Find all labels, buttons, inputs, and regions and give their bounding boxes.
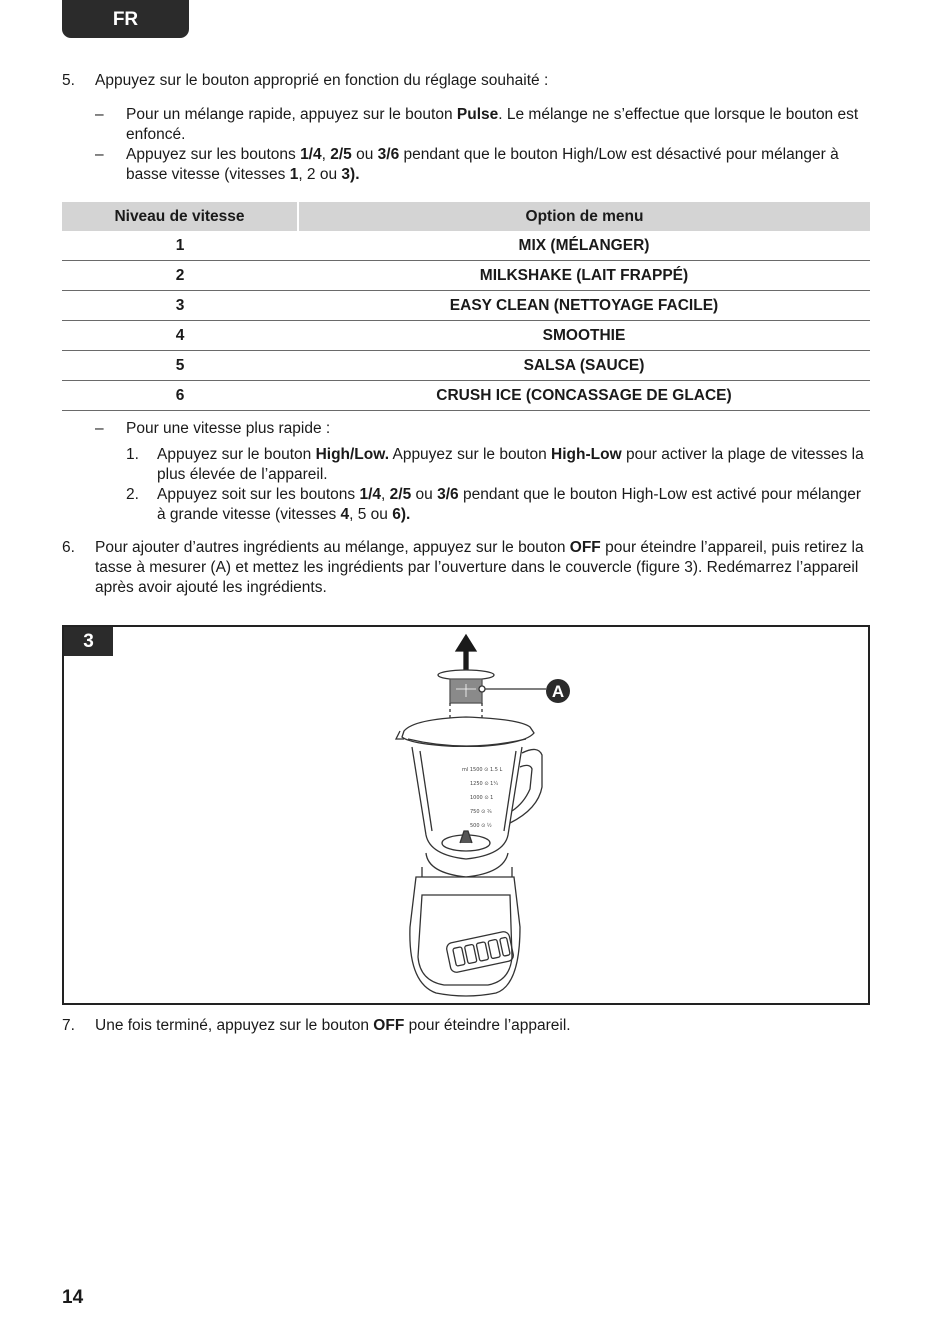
- jar-mark: 1250 ⊙ 1¼: [470, 781, 499, 787]
- speed-level: 1: [62, 231, 298, 261]
- figure-3: [62, 625, 870, 1005]
- blender-illustration: [64, 627, 868, 1003]
- speed-level: 5: [62, 351, 298, 381]
- speed-level: 3: [62, 291, 298, 321]
- bullet-dash: –: [95, 146, 104, 163]
- jar-mark: 500 ⊙ ½: [470, 823, 492, 829]
- bullet-text: Appuyez sur les boutons 1/4, 2/5 ou 3/6 pendant que le bouton High/Low est désactivé pour mélanger à basse vitesse (vitesses 1, 2 ou 3).: [126, 146, 839, 183]
- table-row: [62, 381, 870, 411]
- bullet-high-speed: [95, 419, 871, 439]
- table-header-row: [62, 202, 870, 231]
- substep-number: 2.: [126, 486, 139, 503]
- table-row: [62, 351, 870, 381]
- jar-mark: ml 1500 ⊙ 1.5 L: [462, 767, 503, 773]
- bullet-dash: –: [95, 420, 104, 437]
- figure-number: 3: [64, 627, 113, 656]
- table-header-level: Niveau de vitesse: [62, 202, 298, 231]
- step-number: 6.: [62, 539, 75, 556]
- substep-text: Appuyez sur le bouton High/Low. Appuyez sur le bouton High-Low pour activer la plage de vitesses la plus élevée de l’appareil.: [157, 446, 864, 483]
- table-row: [62, 321, 870, 351]
- step-text: Appuyez sur le bouton approprié en fonction du réglage souhaité :: [95, 72, 549, 89]
- jar-mark: 750 ⊙ ¾: [470, 809, 492, 815]
- menu-option: EASY CLEAN (NETTOYAGE FACILE): [298, 291, 870, 321]
- speed-level: 2: [62, 261, 298, 291]
- bullet-text: Pour une vitesse plus rapide :: [126, 420, 331, 437]
- speed-level: 4: [62, 321, 298, 351]
- step-5: [62, 71, 871, 91]
- menu-option: MIX (MÉLANGER): [298, 231, 870, 261]
- page-number: 14: [62, 1287, 84, 1308]
- menu-option: SALSA (SAUCE): [298, 351, 870, 381]
- callout-label: A: [551, 682, 565, 701]
- speed-level: 6: [62, 381, 298, 411]
- step-6: [62, 538, 871, 598]
- step-7: [62, 1016, 871, 1036]
- bullet-text: Pour un mélange rapide, appuyez sur le bouton Pulse. Le mélange ne s’effectue que lorsque le bouton est enfoncé.: [126, 106, 859, 143]
- substep-text: Appuyez soit sur les boutons 1/4, 2/5 ou 3/6 pendant que le bouton High-Low est activé pour mélanger à grande vitesse (vitesses 4, 5 ou 6).: [157, 486, 862, 523]
- table-row: [62, 231, 870, 261]
- step-number: 7.: [62, 1017, 75, 1034]
- substep-1: [126, 445, 871, 485]
- step-text: Pour ajouter d’autres ingrédients au mélange, appuyez sur le bouton OFF pour éteindre l’appareil, puis retirez la tasse à mesurer (A) et mettez les ingrédients par l’ouverture dans le couvercle (figure 3). Redémarrez l’appareil après avoir ajouté les ingrédients.: [95, 539, 864, 596]
- table-header-option: Option de menu: [298, 202, 870, 231]
- substep-2: [126, 485, 871, 525]
- step-text: Une fois terminé, appuyez sur le bouton OFF pour éteindre l’appareil.: [95, 1017, 571, 1034]
- bullet-low-speed: [95, 145, 871, 185]
- menu-option: MILKSHAKE (LAIT FRAPPÉ): [298, 261, 870, 291]
- bullet-dash: –: [95, 106, 104, 123]
- menu-option: CRUSH ICE (CONCASSAGE DE GLACE): [298, 381, 870, 411]
- jar-mark: 1000 ⊙ 1: [470, 795, 494, 801]
- menu-option: SMOOTHIE: [298, 321, 870, 351]
- table-row: [62, 291, 870, 321]
- bullet-pulse: [95, 105, 871, 145]
- language-tab: FR: [62, 0, 189, 38]
- substep-number: 1.: [126, 446, 139, 463]
- speed-table: [62, 202, 870, 411]
- step-number: 5.: [62, 72, 75, 89]
- table-row: [62, 261, 870, 291]
